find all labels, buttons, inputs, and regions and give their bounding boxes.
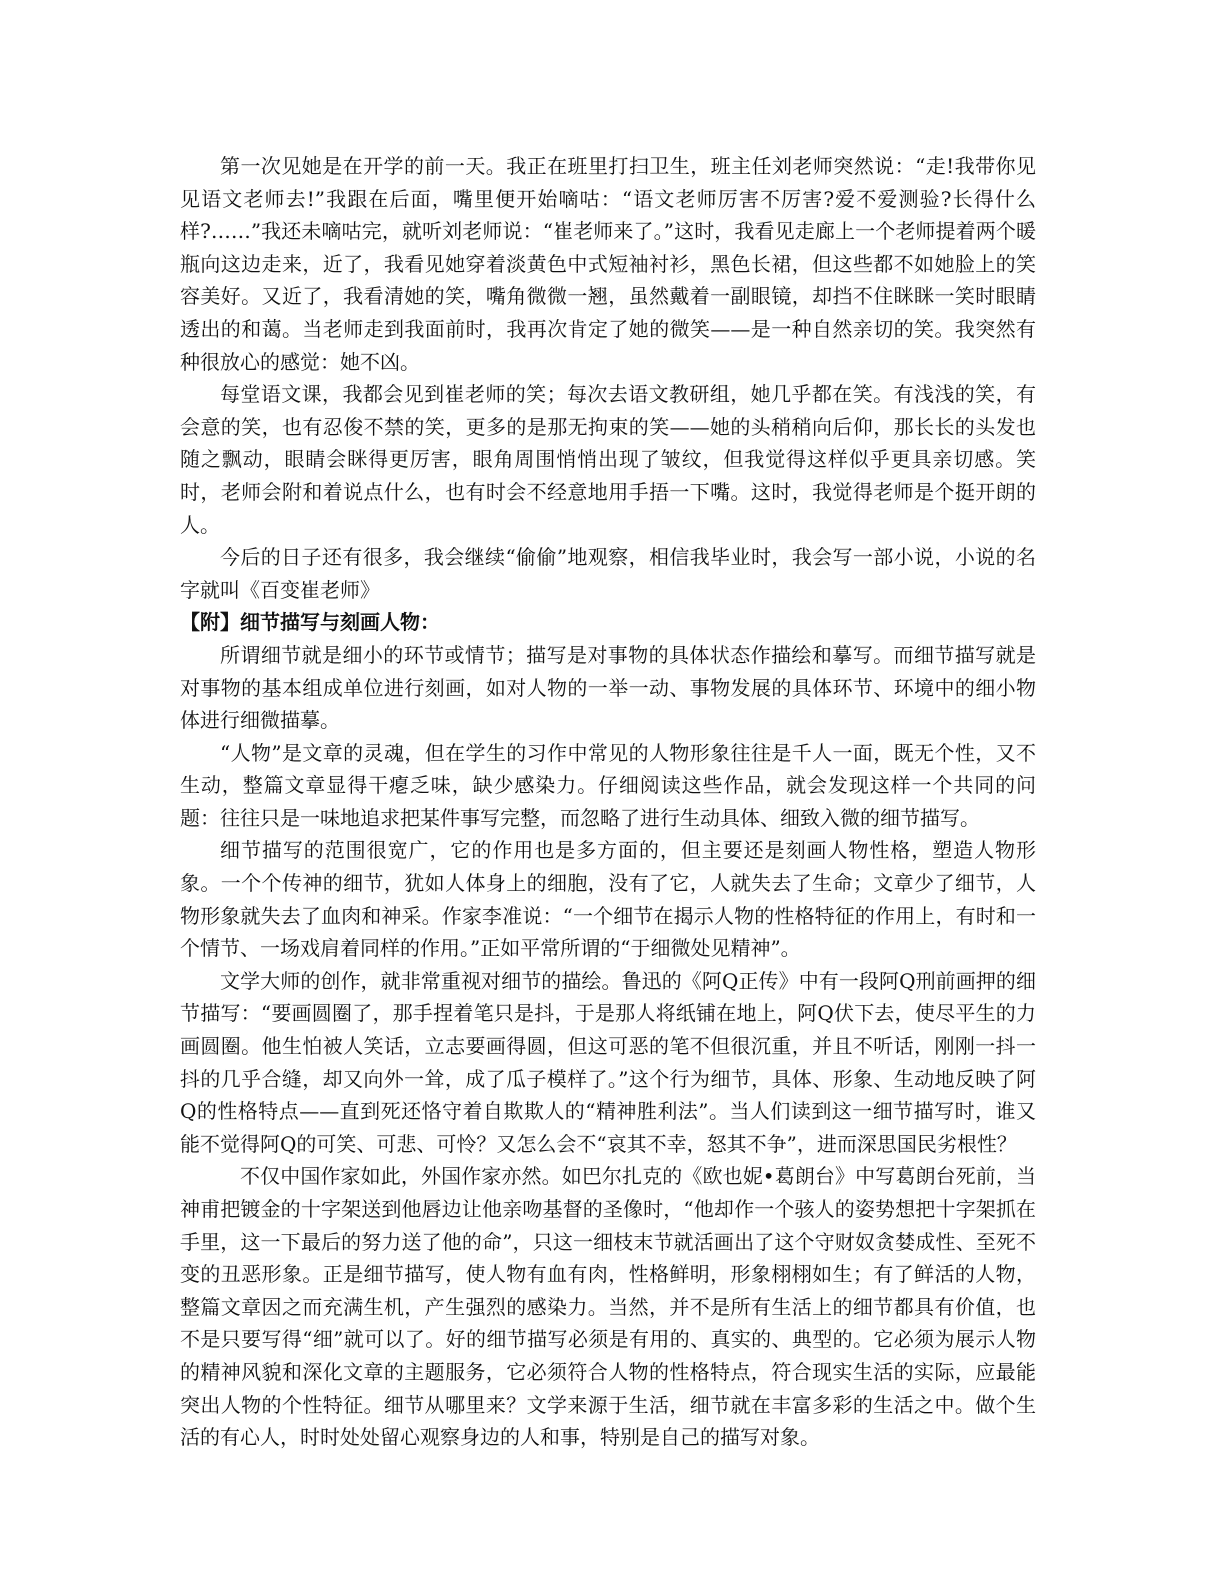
paragraph-lu-xun-example: 文学大师的创作，就非常重视对细节的描绘。鲁迅的《阿Q正传》中有一段阿Q刑前画押的细节描写：“要画圆圈了，那手捏着笔只是抖，于是那人将纸铺在地上，阿Q伏下去，使尽平生的力画圆圈。他生怕被人笑话，立志要画得圆，但这可恶的笔不但很沉重，并且不听话，刚刚一抖一抖的几乎合缝，却又向外一耸，成了瓜子模样了。”这个行为细节，具体、形象、生动地反映了阿Q的性格特点——直到死还恪守着自欺欺人的“精神胜利法”。当人们读到这一细节描写时，谁又能不觉得阿Q的可笑、可悲、可怜？又怎么会不“哀其不幸，怒其不争”，进而深思国民劣根性？ [180, 968, 1036, 1156]
document-page [180, 150, 1036, 1454]
paragraph-character-soul: “人物”是文章的灵魂，但在学生的习作中常见的人物形象往往是千人一面，既无个性，又不生动，整篇文章显得干瘪乏味，缺少感染力。仔细阅读这些作品，就会发现这样一个共同的问题：往往只是一味地追求把某件事写完整，而忽略了进行生动具体、细致入微的细节描写。 [180, 740, 1036, 830]
paragraph-detail-scope: 细节描写的范围很宽广，它的作用也是多方面的，但主要还是刻画人物性格，塑造人物形象。一个个传神的细节，犹如人体身上的细胞，没有了它，人就失去了生命；文章少了细节，人物形象就失去了血肉和神采。作家李准说：“一个细节在揭示人物的性格特征的作用上，有时和一个情节、一场戏肩着同样的作用。”正如平常所谓的“于细微处见精神”。 [180, 838, 1036, 961]
paragraph-teacher-smiles: 每堂语文课，我都会见到崔老师的笑；每次去语文教研组，她几乎都在笑。有浅浅的笑，有会意的笑，也有忍俊不禁的笑，更多的是那无拘束的笑——她的头稍稍向后仰，那长长的头发也随之飘动，眼睛会眯得更厉害，眼角周围悄悄出现了皱纹，但我觉得这样似乎更具亲切感。笑时，老师会附和着说点什么，也有时会不经意地用手捂一下嘴。这时，我觉得老师是个挺开朗的人。 [180, 382, 1036, 537]
appendix-heading: 【附】细节描写与刻画人物： [180, 610, 440, 635]
paragraph-first-meeting: 第一次见她是在开学的前一天。我正在班里打扫卫生，班主任刘老师突然说：“走!我带你见见语文老师去!”我跟在后面，嘴里便开始嘀咕：“语文老师厉害不厉害?爱不爱测验?长得什么样?……”我还未嘀咕完，就听刘老师说：“崔老师来了。”这时，我看见走廊上一个老师提着两个暖瓶向这边走来，近了，我看见她穿着淡黄色中式短袖衬衫，黑色长裙，但这些都不如她脸上的笑容美好。又近了，我看清她的笑，嘴角微微一翘，虽然戴着一副眼镜，却挡不住眯眯一笑时眼睛透出的和蔼。当老师走到我面前时，我再次肯定了她的微笑——是一种自然亲切的笑。我突然有种很放心的感觉：她不凶。 [180, 154, 1036, 374]
paragraph-balzac-example: 不仅中国作家如此，外国作家亦然。如巴尔扎克的《欧也妮•葛朗台》中写葛朗台死前，当神甫把镀金的十字架送到他唇边让他亲吻基督的圣像时，“他却作一个骇人的姿势想把十字架抓在手里，这一下最后的努力送了他的命”，只这一细枝末节就活画出了这个守财奴贪婪成性、至死不变的丑恶形象。正是细节描写，使人物有血有肉，性格鲜明，形象栩栩如生；有了鲜活的人物，整篇文章因之而充满生机，产生强烈的感染力。当然，并不是所有生活上的细节都具有价值，也不是只要写得“细”就可以了。好的细节描写必须是有用的、真实的、典型的。它必须为展示人物的精神风貌和深化文章的主题服务，它必须符合人物的性格特点，符合现实生活的实际，应最能突出人物的个性特征。细节从哪里来？文学来源于生活，细节就在丰富多彩的生活之中。做个生活的有心人，时时处处留心观察身边的人和事，特别是自己的描写对象。 [180, 1164, 1036, 1450]
paragraph-detail-definition: 所谓细节就是细小的环节或情节；描写是对事物的具体状态作描绘和摹写。而细节描写就是对事物的基本组成单位进行刻画，如对人物的一举一动、事物发展的具体环节、环境中的细小物体进行细微描摹。 [180, 642, 1036, 733]
paragraph-future-novel: 今后的日子还有很多，我会继续“偷偷”地观察，相信我毕业时，我会写一部小说，小说的名字就叫《百变崔老师》 [180, 545, 1036, 602]
